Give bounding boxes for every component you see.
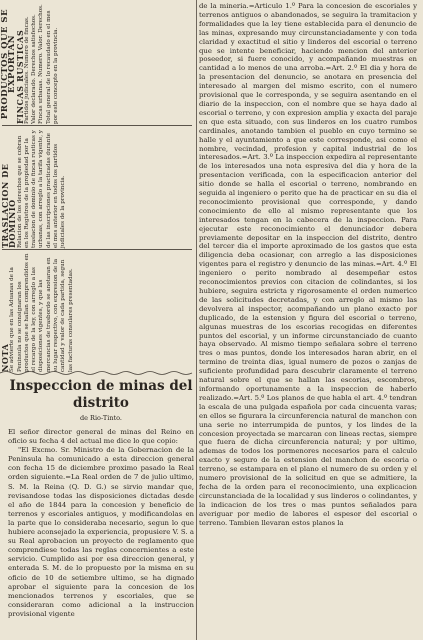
- article-subtitle: de Rio-Tinto.: [79, 414, 122, 422]
- article-paragraph: El señor director general de minas del Reino en oficio su fecha 4 del actual me dice lo que copio:: [8, 428, 194, 446]
- rotated-column-dominio: [2, 128, 192, 248]
- note-title: NOTA: [0, 343, 10, 372]
- column-divider: [196, 0, 197, 640]
- dominio-text: Relacion de los derechos que se cobran en los Registros de la propiedad por la traslacion de dominio de fincas rusticas y urbanas, con arreglo a la tarifa vigente, y de las inscripciones practicadas durante el mes anterior en todos los partidos judiciales de la provincia.: [16, 130, 67, 248]
- fincas-text: Partidos judiciales. Numero de fincas. Valor declarado. Derechos satisfechos. Fincas urbanas. Numero. Valor. Derechos. Total general de lo recaudado en el mes por este concepto en la provincia.: [23, 4, 60, 124]
- column-rule: [2, 125, 192, 126]
- fincas-title: FINCAS RUSTICAS: [14, 29, 25, 124]
- article-paragraph: "El Excmo. Sr. Ministro de la Gobernacion de la Peninsula ha comunicado a esta direccion general con fecha 15 de diciembre proximo pasado la Real orden siguiente.=La Real orden de 7 de julio ultimo, S. M. la Reina (Q. D. G.) se sirvio mandar que, revisandose todas las disposiciones dictadas desde el año de 1844 para la concesion y beneficio de terrenos y escoriales antiguos, y modificandolas en la parte que lo consideraba necesario, segun lo que hubiere aconsejado la experiencia, propusiere V. S. a su Real aprobacion un proyecto de reglamento que comprendiese todas las reglas concernientes a este servicio. Cumplido asi por esa direccion general, y enterada S. M. de lo propuesto por la misma en su oficio de 10 de setiembre ultimo, se ha dignado aprobar el siguiente para la concesion de los mencionados terrenos y escoriales, que se consideraran como adicional a la instruccion provisional vigente: [8, 446, 194, 618]
- column-rule: [2, 249, 192, 250]
- right-column: [199, 2, 417, 527]
- rotated-block: [2, 2, 192, 372]
- article-mining: [8, 378, 194, 619]
- article-title: Inspeccion de minas del distrito: [9, 378, 193, 411]
- note-text: Se advierte que en las Aduanas de la Peninsula no se consignaran los productos que se hallan comprendidos en el recargo de la ley, con arreglo a las disposiciones vigentes, y que las mercancias de trasbordo se anotaran en su lugar respectivo, con expresion de la cantidad y valor de cada partida, segun las facturas consulares presentadas.: [9, 253, 74, 372]
- rotated-column-fincas: [2, 4, 192, 124]
- wavy-divider-icon: [0, 370, 192, 376]
- rotated-column-note: [2, 252, 192, 372]
- rotated-header: PRODUCTOS QUE SE EXPORTAN: [0, 8, 18, 120]
- right-column-text: de la mineria.=Articulo 1.º Para la concesion de escoriales y terrenos antiguos o abandonados, se seguira la tramitacion y formalidades que la ley tiene establecida para el denuncio de las minas, expresando muy circunstanciadamente y con toda claridad y exactitud el sitio y linderos del escorial o terreno que se intente beneficiar, haciendo mencion del anterior poseedor, si fuere conocido, y acompañando muestras en cantidad a lo menos de una arroba.=Art. 2.º El dia y hora de la presentacion del denuncio, se anotara en presencia del interesado al margen del mismo escrito, con el numero provisional que le corresponda, y se seguira asentando en el diario de la inspeccion, con el nombre que se haya dado al escorial o terreno, y con expresion amplia y exacta del paraje en que esta situado, con sus linderos en los cuatro rumbos cardinales, anotando tambien el pueblo en cuyo termino se halle y el ayuntamiento a que este corresponde, asi como el nombre, vecindad, profesion y capital industrial de los interesados.=Art. 3.º La inspeccion expedira al representante de los interesados una nota espresiva del dia y hora de la presentacion verificada, con la especificacion anterior del sitio donde se halla el escorial o terreno, nombrando en seguida al ingeniero o perito que ha de practicar en su dia el reconocimiento provisional que corresponde, y dando conocimiento de ello al mismo representante que los interesados tengan en la cabecera de la inspeccion. Para ejecutar este reconocimiento el denunciador debera previamente depositar en la inspeccion del distrito, dentro del tercer dia el importe aproximado de los gastos que esta diligencia deba ocasionar, con arreglo a las disposiciones vigentes para el registro y denuncio de las minas.=Art. 4.º El ingeniero o perito nombrado al desempeñar estos reconocimientos previos con citacion de colindantes, si los hubiere, seguira estricta y rigorosamente el orden numerico de las solicitudes decretadas, y con arreglo al mismo las devolvera al inspector, acompañando un plano exacto por duplicado, de la estension y figura del escorial o terreno, algunas muestras de los escorias recogidas en diferentes puntos del escorial, y un informe circunstanciado de cuanto haya observado. Al mismo tiempo señalara sobre el terreno tres o mas puntos, donde los interesados haran abrir, en el termino de treinta dias, igual numero de pozos o zanjas de suficiente profundidad para descubrir claramente el terreno natural sobre el que se hallan las escorias, escombros, informando oportunamente a la inspeccion de haberlo realizado.=Art. 5.º Los planos de que habla el art. 4.º tendran la escala de una pulgada española por cada cincuenta varas; en ellos se figurara la circunferencia natural de manchon con una serie no interrumpida de puntos, y los lindes de la concesion proyectada se marcaran con lineas rectas, siempre que fuera de dicha circunferencia natural; y por ultimo, ademas de todos los pormenores necesarios para el calculo exacto y seguro de la estension del manchon de escoria o terreno, se estampara en el plano el numero de su orden y el numero provisional de la solicitud en que se admitiere, la fecha de la orden para el reconocimiento, una explicacion circunstanciada de la localidad y sus linderos o colindantes, y la indicacion de los tres o mas puntos señalados para averiguar por medio de labores el espesor del escorial o terreno. Tambien llevaran estos planos la: [199, 2, 417, 527]
- dominio-title: TRASLACION DE DOMINIO: [0, 163, 18, 248]
- rotated-table-section: [2, 2, 194, 372]
